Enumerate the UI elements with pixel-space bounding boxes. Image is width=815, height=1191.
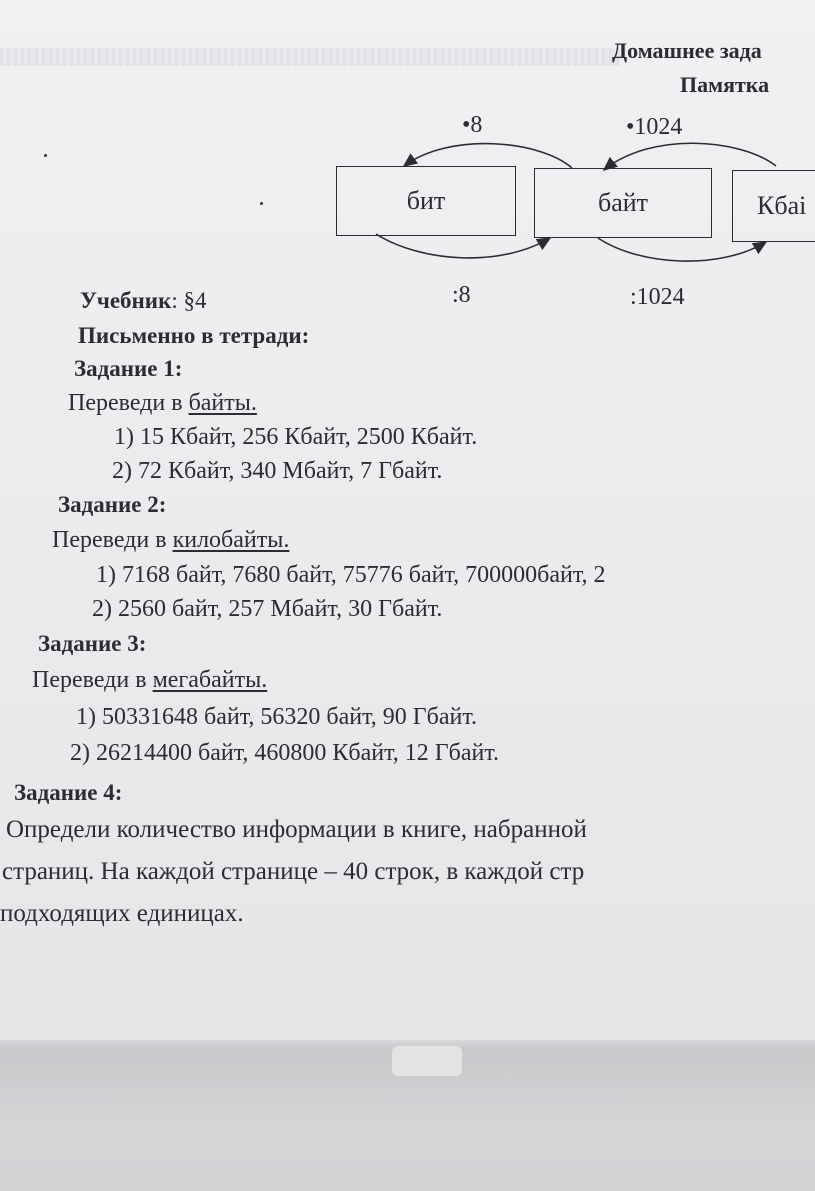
textbook-label: Учебник — [80, 288, 172, 313]
desk-object — [392, 1046, 462, 1076]
task-3-item-1: 1) 50331648 байт, 56320 байт, 90 Гбайт. — [76, 704, 478, 730]
arrow-kbyte-to-byte — [604, 143, 776, 170]
task-4-line-1: Определи количество информации в книге, набранной — [6, 816, 587, 843]
arrow-byte-to-bit — [404, 144, 572, 168]
task-3-prompt-prefix: Переведи в — [32, 667, 153, 693]
task-1-item-1: 1) 15 Кбайт, 256 Кбайт, 2500 Кбайт. — [114, 424, 478, 450]
task-1-prompt-target: байты. — [188, 390, 257, 416]
arrow-bit-to-byte — [376, 234, 550, 258]
textbook-line — [80, 288, 206, 314]
label-mul-1024: •1024 — [626, 114, 683, 140]
textbook-section: : §4 — [171, 288, 207, 313]
task-1-prompt-prefix: Переведи в — [68, 390, 189, 416]
page-subtitle: Памятка — [680, 72, 770, 97]
task-3-prompt-target: мегабайты. — [152, 667, 268, 693]
task-1-item-2: 2) 72 Кбайт, 340 Мбайт, 7 Гбайт. — [112, 458, 443, 484]
box-byte-label: байт — [597, 188, 649, 217]
label-mul-8: •8 — [462, 112, 483, 138]
task-3-item-2: 2) 26214400 байт, 460800 Кбайт, 12 Гбайт. — [70, 740, 500, 766]
task-2-title: Задание 2: — [58, 492, 167, 517]
box-kbyte-label: Кбаі — [757, 191, 807, 220]
task-2-item-2: 2) 2560 байт, 257 Мбайт, 30 Гбайт. — [92, 596, 443, 622]
task-3-prompt — [32, 667, 267, 694]
task-4-title: Задание 4: — [14, 780, 123, 805]
diagram-arrows — [0, 0, 815, 330]
written-heading: Письменно в тетради: — [78, 323, 310, 348]
task-2-prompt-prefix: Переведи в — [52, 527, 173, 553]
page-title: Домашнее зада — [612, 38, 762, 63]
label-div-8: :8 — [452, 282, 471, 308]
label-div-1024: :1024 — [630, 284, 685, 310]
task-1-prompt — [68, 390, 257, 417]
task-2-prompt — [52, 527, 289, 554]
task-3-title: Задание 3: — [38, 631, 147, 656]
task-2-item-1: 1) 7168 байт, 7680 байт, 75776 байт, 700000байт, 2 — [96, 562, 606, 588]
task-4-line-2: страниц. На каждой странице – 40 строк, в каждой стр — [2, 858, 585, 885]
task-1-title: Задание 1: — [74, 356, 183, 381]
box-bit-label: бит — [406, 186, 446, 215]
task-4-line-3: подходящих единицах. — [0, 900, 244, 927]
task-2-prompt-target: килобайты. — [172, 527, 290, 553]
arrow-byte-to-kbyte — [598, 238, 766, 261]
